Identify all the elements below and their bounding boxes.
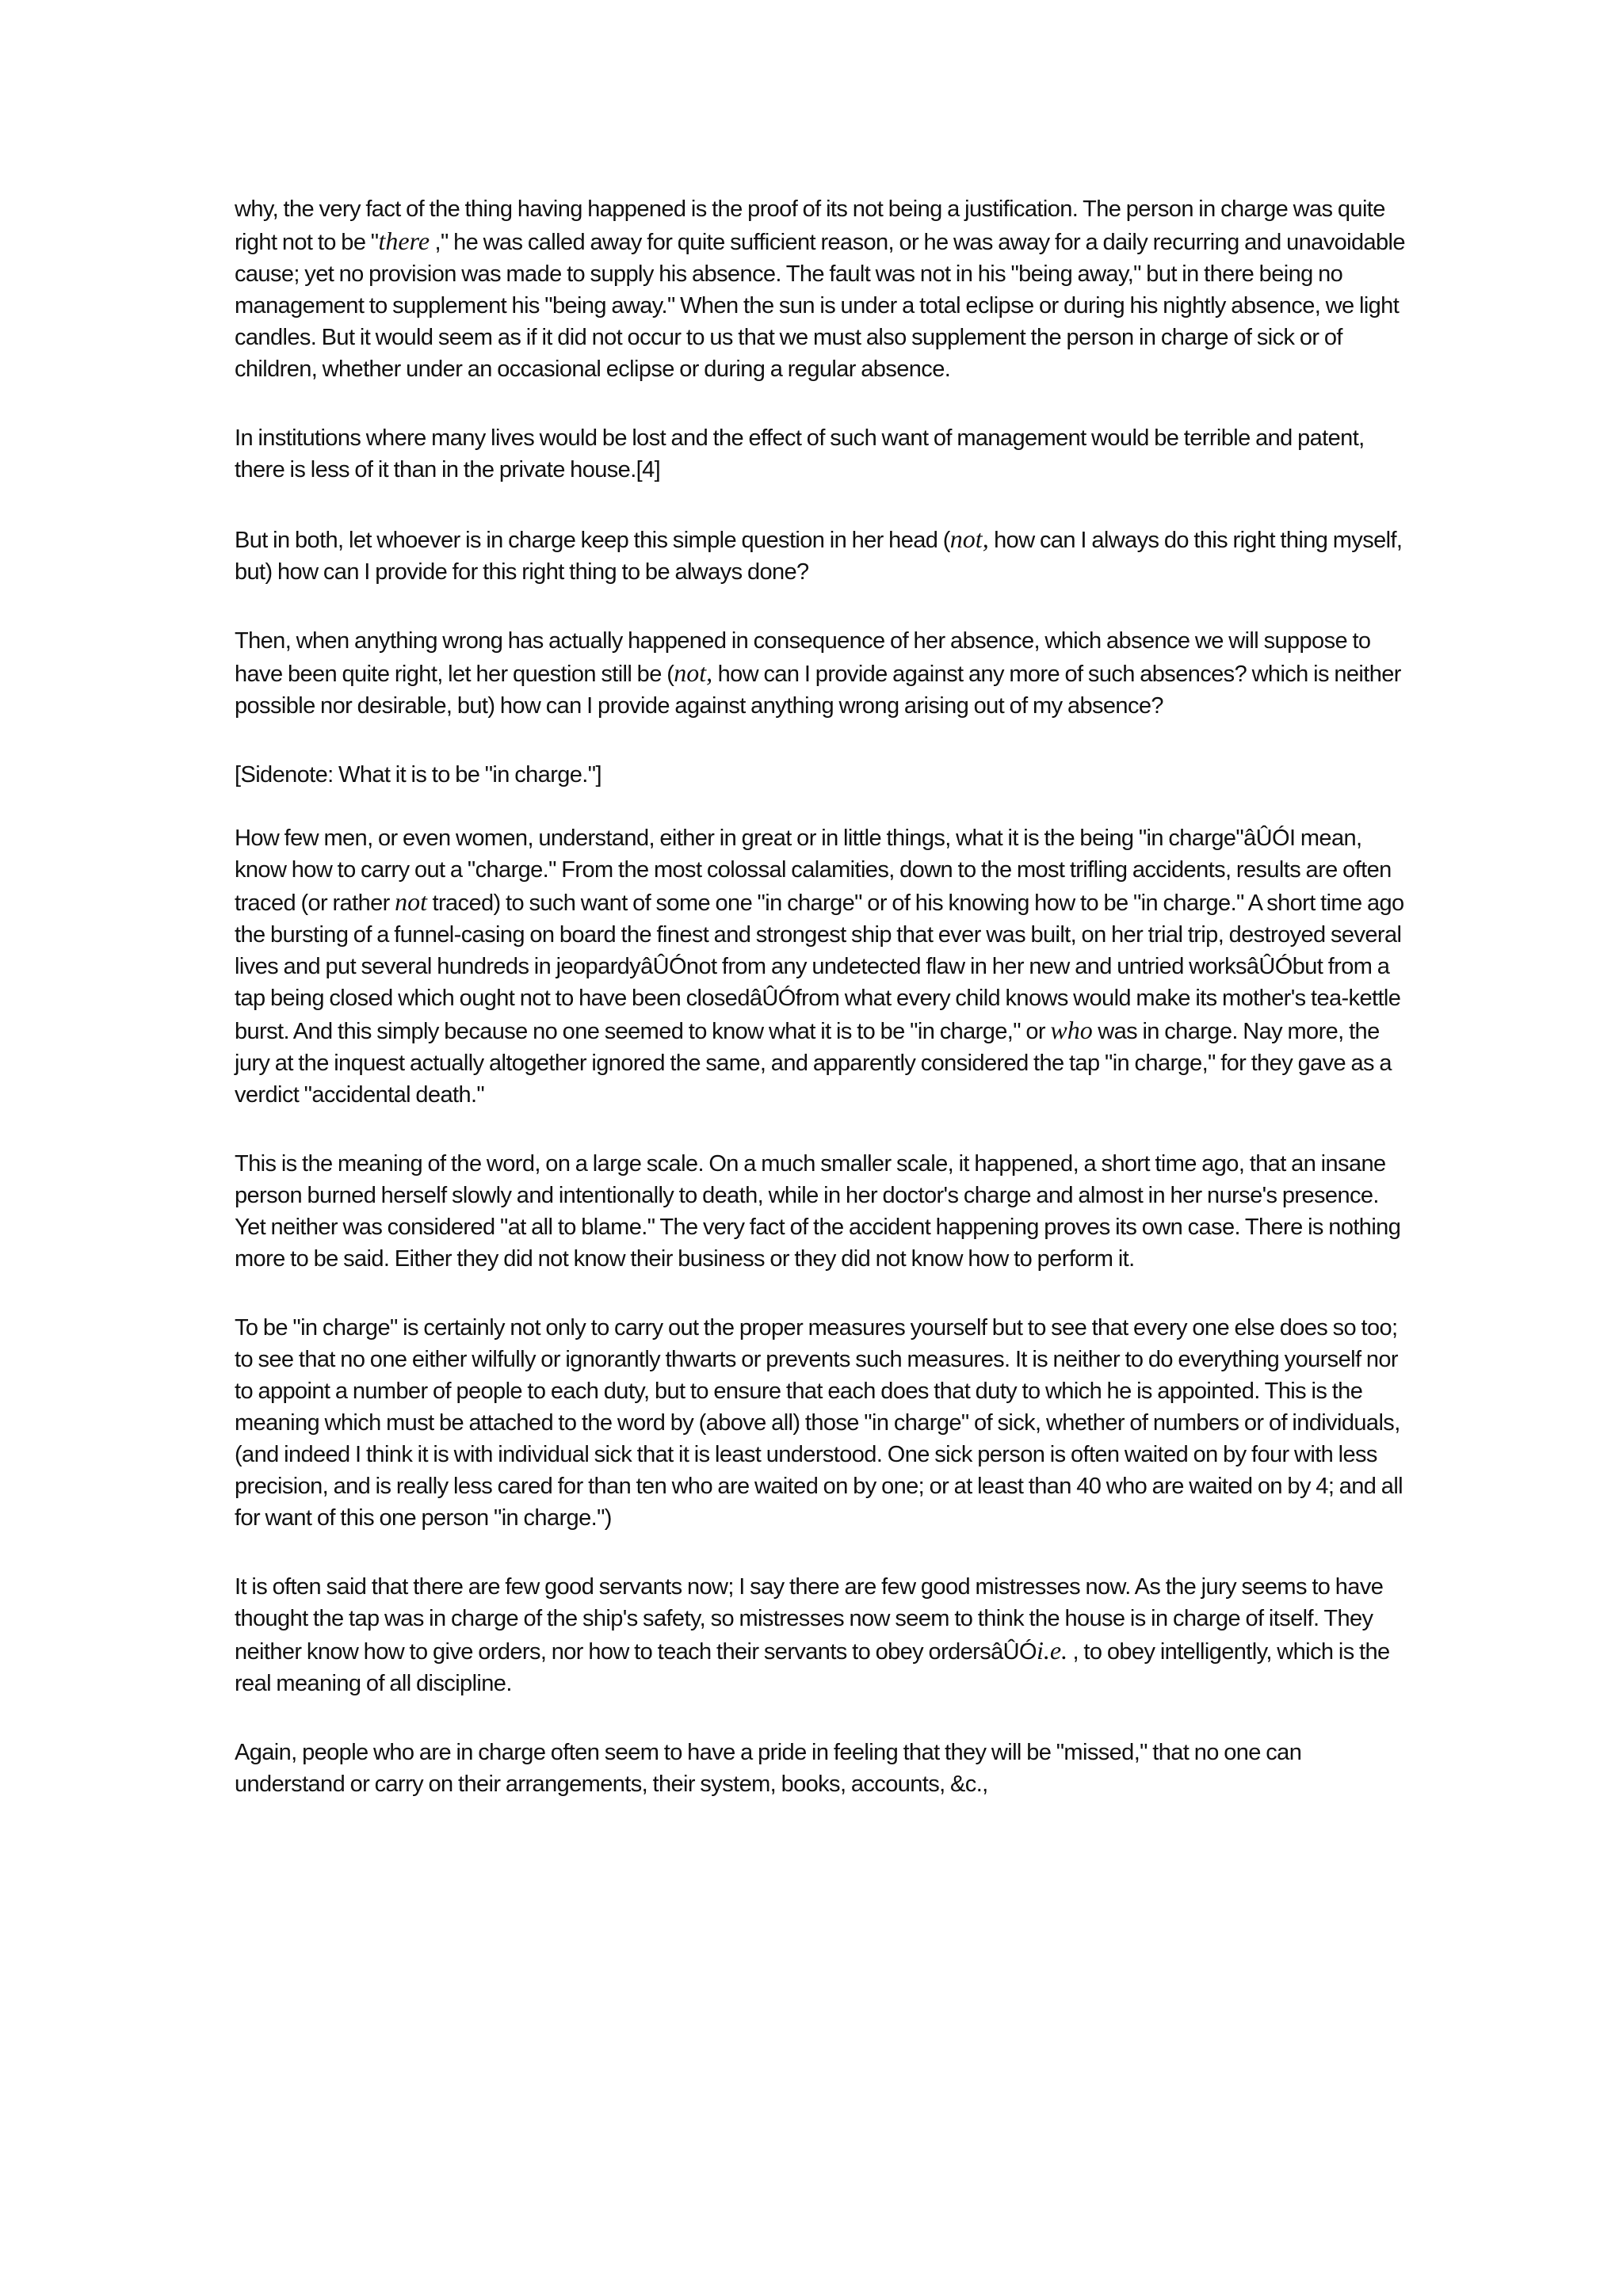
italic-run: there [378, 227, 430, 255]
paragraph-absence [235, 625, 1409, 722]
italic-run: not, [674, 658, 713, 687]
text-run: , to obey intelligently, which is the real meaning of all discipline. [235, 1639, 1390, 1696]
paragraph-meaning [235, 1148, 1409, 1275]
text-run: why, the very fact of the thing having happened is the proof of its not being a justification. The person in charge was quite right not to be " [235, 196, 1385, 255]
paragraph-question [235, 523, 1409, 588]
text-run: ," he was called away for quite sufficient reason, or he was away for a daily recurring and unavoidable cause; yet no provision was made to supply his absence. The fault was not in his "being away," but in there being no management to supplement his "being away." When the sun is under a total eclipse or during his nightly absence, we light candles. But it would seem as if it did not occur to us that we must also supplement the person in charge of sick or of children, whether under an occasional eclipse or during a regular absence. [235, 230, 1405, 382]
text-run: traced) to such want of some one "in charge" or of his knowing how to be "in charge." A short time ago the bursting of a funnel-casing on board the finest and strongest ship that ever was built, on her trial trip, destroyed several lives and put several hundreds in jeopardyâÛÓnot from any undetected flaw in her new and untried worksâÛÓbut from a tap being closed which ought not to have been closedâÛÓfrom what every child knows would make its mother's tea-kettle burst. And this simply because no one seemed to know what it is to be "in charge," or [235, 891, 1404, 1044]
text-run: Then, when anything wrong has actually happened in consequence of her absence, which absence we will suppose to have been quite right, let her question still be ( [235, 628, 1371, 687]
text-run: how can I provide against any more of such absences? which is neither possible nor desirable, but) how can I provide against anything wrong arising out of my absence? [235, 662, 1401, 719]
italic-run: not, [949, 524, 989, 553]
paragraph-justification [235, 193, 1409, 385]
text-run: But in both, let whoever is in charge keep this simple question in her head ( [235, 528, 950, 553]
paragraph-servants [235, 1571, 1409, 1699]
text-run: In institutions where many lives would be lost and the effect of such want of management would be terrible and patent, there is less of it than in the private house.[4] [235, 425, 1365, 482]
text-run: Again, people who are in charge often seem to have a pride in feeling that they will be "missed," that no one can understand or carry on their arrangements, their system, books, accounts, &c., [235, 1740, 1302, 1797]
text-run: How few men, or even women, understand, either in great or in little things, what it is the being "in charge"âÛÓI mean, know how to carry out a "charge." From the most colossal calamities, down to the most trifling accidents, results are often traced (or rather [235, 826, 1392, 916]
italic-run: not [395, 887, 428, 916]
text-run: how can I always do this right thing myself, but) how can I provide for this right thing to be always done? [235, 528, 1403, 585]
paragraph-measures [235, 1312, 1409, 1534]
sidenote [235, 759, 1409, 791]
italic-run: who [1050, 1016, 1093, 1044]
text-run: was in charge. Nay more, the jury at the inquest actually altogether ignored the same, and apparently considered the tap "in charge," for they gave as a verdict "accidental death." [235, 1019, 1392, 1108]
paragraph-missed [235, 1737, 1409, 1800]
italic-run: i.e. [1036, 1636, 1068, 1665]
paragraph-in-charge [235, 822, 1409, 1111]
sidenote-text: [Sidenote: What it is to be "in charge."] [235, 762, 601, 788]
document-page [235, 193, 1409, 1837]
text-run: To be "in charge" is certainly not only to carry out the proper measures yourself but to see that every one else does so too; to see that no one either wilfully or ignorantly thwarts or prevents such measures. It is neither to do everything yourself nor to appoint a number of people to each duty, but to ensure that each does that duty to which he is appointed. This is the meaning which must be attached to the word by (above all) those "in charge" of sick, whether of numbers or of individuals, (and indeed I think it is with individual sick that it is least understood. One sick person is often waited on by four with less precision, and is really less cared for than ten who are waited on by one; or at least than 40 who are waited on by 4; and all for want of this one person "in charge.") [235, 1315, 1403, 1531]
text-run: This is the meaning of the word, on a large scale. On a much smaller scale, it happened, a short time ago, that an insane person burned herself slowly and intentionally to death, while in her doctor's charge and almost in her nurse's presence. Yet neither was considered "at all to blame." The very fact of the accident happening proves its own case. There is nothing more to be said. Either they did not know their business or they did not know how to perform it. [235, 1151, 1401, 1272]
text-run: It is often said that there are few good servants now; I say there are few good mistresses now. As the jury seems to have thought the tap was in charge of the ship's safety, so mistresses now seem to think the house is in charge of itself. They neither know how to give orders, nor how to teach their servants to obey ordersâÛÓ [235, 1574, 1384, 1665]
paragraph-institutions [235, 422, 1409, 486]
